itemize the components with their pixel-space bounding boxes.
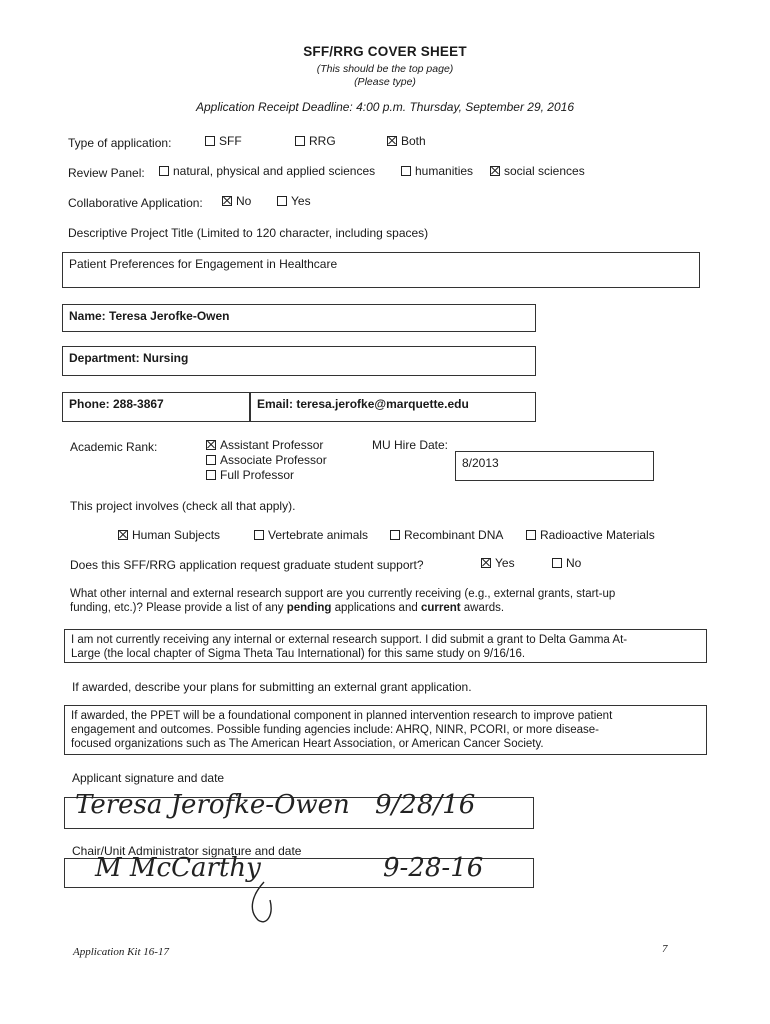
signature-flourish — [244, 880, 284, 930]
hire-date-field[interactable] — [455, 451, 654, 481]
checkbox-social-sciences[interactable] — [490, 166, 500, 176]
phone-field[interactable] — [62, 392, 250, 422]
checkbox-radioactive-materials[interactable] — [526, 530, 536, 540]
applicant-signature-label: Applicant signature and date — [72, 771, 225, 785]
department-value: Department: Nursing — [69, 351, 189, 365]
checkbox-associate-professor[interactable] — [206, 455, 216, 465]
other-support-answer: I am not currently receiving any internal or external research support. I did submit a grant to Delta Gamma At- Large (the local chapter of Sigma Theta Tau International) for this same study on 9/16/16. — [71, 634, 628, 660]
review-panel-label: Review Panel: — [68, 166, 145, 180]
checkbox-full-professor[interactable] — [206, 470, 216, 480]
academic-rank-label: Academic Rank: — [70, 440, 158, 454]
chair-signature-field[interactable] — [64, 853, 534, 888]
external-plan-answer: If awarded, the PPET will be a foundational component in planned intervention research to improve patient engagement and outcomes. Possible funding agencies include: AHRQ, NINR, PCORI, or more disease- focused organizations such as The American Heart Association, or American Cancer Society. — [71, 710, 613, 750]
option-natural-sciences[interactable]: natural, physical and applied sciences — [159, 164, 375, 178]
project-title-field[interactable] — [62, 252, 700, 288]
option-sff[interactable]: SFF — [205, 134, 242, 148]
subtitle-top-page: (This should be the top page) — [316, 63, 454, 75]
applicant-signature: Teresa Jerofke-Owen — [75, 790, 350, 820]
involves-label: This project involves (check all that apply). — [70, 499, 296, 513]
option-collab-yes[interactable]: Yes — [277, 194, 311, 208]
page-title: SFF/RRG COVER SHEET — [303, 44, 467, 59]
checkbox-assistant-professor[interactable] — [206, 440, 216, 450]
checkbox-recombinant-dna[interactable] — [390, 530, 400, 540]
email-value: Email: teresa.jerofke@marquette.edu — [257, 397, 469, 411]
chair-signature-date: 9-28-16 — [383, 853, 484, 883]
deadline-text: Application Receipt Deadline: 4:00 p.m. Thursday, September 29, 2016 — [196, 100, 574, 114]
footer-kit: Application Kit 16-17 — [73, 946, 169, 958]
project-title-label: Descriptive Project Title (Limited to 120 character, including spaces) — [68, 226, 429, 240]
hire-date-value: 8/2013 — [462, 456, 499, 470]
checkbox-vertebrate-animals[interactable] — [254, 530, 264, 540]
option-social-sciences[interactable]: social sciences — [490, 164, 585, 178]
other-support-question: What other internal and external research support are you currently receiving (e.g., external grants, start-up funding, etc.)? Please provide a list of any pending applications and current awards. — [70, 588, 616, 614]
project-title-value: Patient Preferences for Engagement in Healthcare — [69, 257, 338, 271]
other-support-field[interactable] — [64, 629, 707, 663]
option-humanities[interactable]: humanities — [401, 164, 473, 178]
email-field[interactable] — [250, 392, 536, 422]
option-associate-professor[interactable]: Associate Professor — [206, 453, 327, 467]
chair-signature-label: Chair/Unit Administrator signature and date — [72, 844, 302, 858]
checkbox-human-subjects[interactable] — [118, 530, 128, 540]
chair-signature: M McCarthy — [95, 853, 261, 883]
option-collab-no[interactable]: No — [222, 194, 251, 208]
option-assistant-professor[interactable]: Assistant Professor — [206, 438, 323, 452]
option-radioactive-materials[interactable]: Radioactive Materials — [526, 528, 655, 542]
checkbox-natural-sciences[interactable] — [159, 166, 169, 176]
page-number: 7 — [662, 943, 668, 955]
checkbox-sff[interactable] — [205, 136, 215, 146]
checkbox-grad-yes[interactable] — [481, 558, 491, 568]
option-full-professor[interactable]: Full Professor — [206, 468, 294, 482]
name-field[interactable] — [62, 304, 536, 332]
collaborative-label: Collaborative Application: — [68, 196, 203, 210]
name-value: Name: Teresa Jerofke-Owen — [69, 309, 230, 323]
external-plan-question: If awarded, describe your plans for submitting an external grant application. — [72, 680, 472, 694]
option-grad-no[interactable]: No — [552, 556, 581, 570]
checkbox-rrg[interactable] — [295, 136, 305, 146]
checkbox-collab-no[interactable] — [222, 196, 232, 206]
department-field[interactable] — [62, 346, 536, 376]
applicant-signature-field[interactable] — [64, 790, 534, 829]
option-human-subjects[interactable]: Human Subjects — [118, 528, 220, 542]
option-both[interactable]: Both — [387, 134, 426, 148]
phone-value: Phone: 288-3867 — [69, 397, 164, 411]
hire-date-label: MU Hire Date: — [372, 438, 449, 452]
option-vertebrate-animals[interactable]: Vertebrate animals — [254, 528, 368, 542]
checkbox-grad-no[interactable] — [552, 558, 562, 568]
external-plan-field[interactable] — [64, 705, 707, 755]
option-recombinant-dna[interactable]: Recombinant DNA — [390, 528, 503, 542]
checkbox-collab-yes[interactable] — [277, 196, 287, 206]
option-grad-yes[interactable]: Yes — [481, 556, 515, 570]
checkbox-both[interactable] — [387, 136, 397, 146]
grad-support-question: Does this SFF/RRG application request graduate student support? — [70, 558, 424, 572]
subtitle-please-type: (Please type) — [354, 76, 416, 88]
checkbox-humanities[interactable] — [401, 166, 411, 176]
application-type-label: Type of application: — [68, 136, 172, 150]
option-rrg[interactable]: RRG — [295, 134, 336, 148]
applicant-signature-date: 9/28/16 — [375, 790, 476, 820]
